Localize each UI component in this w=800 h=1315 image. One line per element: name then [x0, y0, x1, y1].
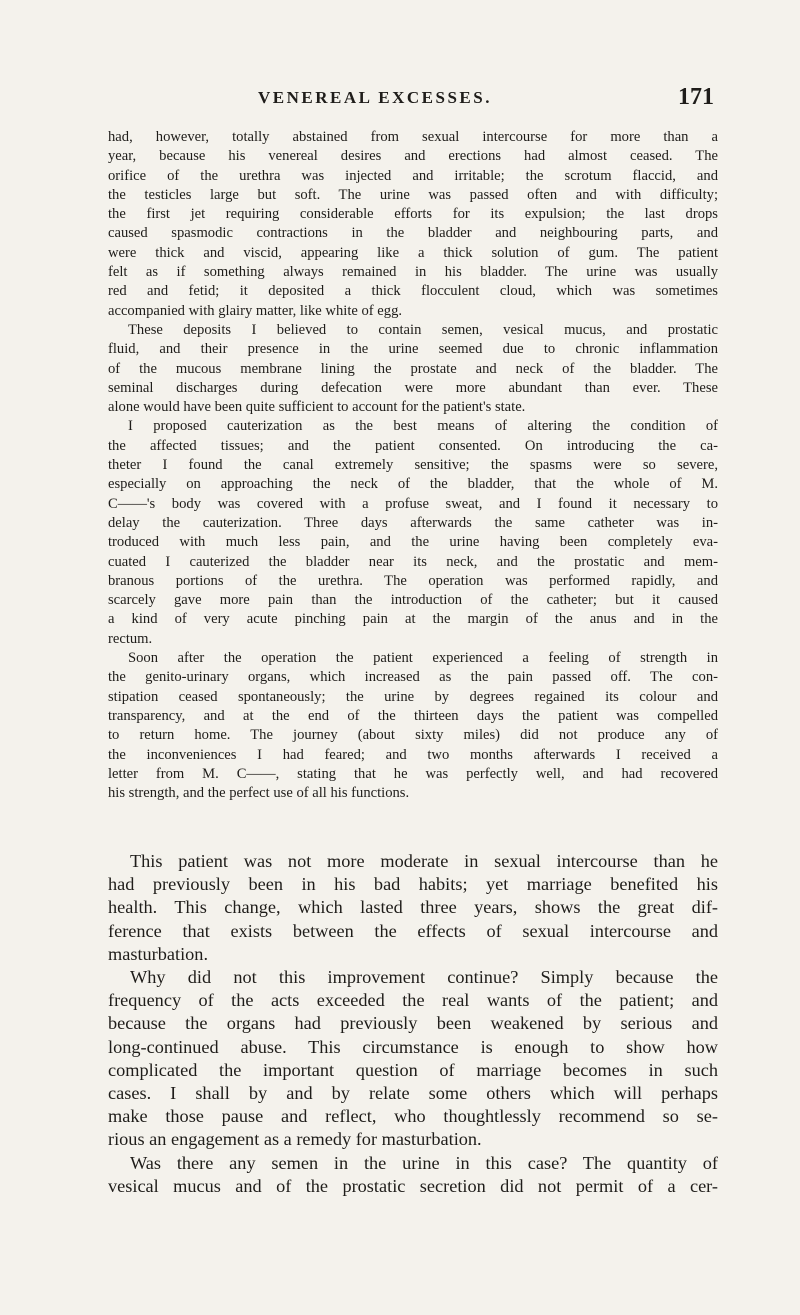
text-line: frequency of the acts exceeded the real wants of the patient; and [108, 990, 718, 1011]
text-line: I proposed cauterization as the best means of altering the condition of [128, 418, 718, 435]
text-line: This patient was not more moderate in sexual intercourse than he [130, 851, 718, 871]
text-line: stipation ceased spontaneously; the urine by degrees regained its colour and [108, 688, 718, 705]
text-line: especially on approaching the neck of the bladder, that the whole of M. [108, 476, 718, 493]
text-line: had previously been in his bad habits; yet marriage benefited his [108, 874, 718, 895]
text-line: of the mucous membrane lining the prostate and neck of the bladder. The [108, 360, 718, 377]
text-line: branous portions of the urethra. The operation was performed rapidly, and [108, 572, 718, 589]
text-line: complicated the important question of marriage becomes in such [108, 1059, 718, 1080]
text-line: a kind of very acute pinching pain at the margin of the anus and in the [108, 611, 718, 628]
text-line: delay the cauterization. Three days afterwards the same catheter was in- [108, 514, 718, 531]
text-line: transparency, and at the end of the thirteen days the patient was compelled [108, 707, 718, 724]
text-line: rious an engagement as a remedy for masturbation. [108, 1129, 482, 1150]
text-line: Soon after the operation the patient experienced a feeling of strength in [128, 650, 718, 667]
text-line: year, because his venereal desires and erections had almost ceased. The [108, 148, 718, 165]
text-line: masturbation. [108, 943, 209, 964]
text-line: These deposits I believed to contain semen, vesical mucus, and prostatic [128, 321, 718, 338]
text-line: had, however, totally abstained from sexual intercourse for more than a [108, 129, 718, 145]
text-line: caused spasmodic contractions in the bladder and neighbouring parts, and [108, 225, 718, 242]
text-line: C——'s body was covered with a profuse sweat, and I found it necessary to [108, 495, 718, 512]
text-line: to return home. The journey (about sixty miles) did not produce any of [108, 727, 718, 744]
text-line: seminal discharges during defecation were more abundant than ever. These [108, 379, 718, 396]
text-line: the inconveniences I had feared; and two months afterwards I received a [108, 746, 718, 763]
text-line: ference that exists between the effects of sexual intercourse and [108, 920, 718, 941]
commentary-text [108, 850, 718, 1198]
text-line: scarcely gave more pain than the introduction of the catheter; but it caused [108, 592, 718, 609]
text-line: cases. I shall by and by relate some others which will perhaps [108, 1083, 718, 1104]
text-line: Why did not this improvement continue? Simply because the [130, 967, 718, 988]
text-line: the affected tissues; and the patient consented. On introducing the ca- [108, 437, 718, 454]
page-number: 171 [678, 84, 714, 110]
text-line: letter from M. C——, stating that he was perfectly well, and had recovered [108, 765, 718, 782]
text-line: cuated I cauterized the bladder near its neck, and the prostatic and mem- [108, 553, 718, 570]
case-report-small-print [108, 128, 718, 803]
text-line: rectum. [108, 630, 153, 647]
text-line: health. This change, which lasted three years, shows the great dif- [108, 897, 718, 918]
text-line: the first jet requiring considerable efforts for its expulsion; the last drops [108, 206, 718, 223]
text-line: were thick and viscid, appearing like a thick solution of gum. The patient [108, 244, 718, 261]
running-title: VENEREAL EXCESSES. [258, 88, 492, 107]
text-line: red and fetid; it deposited a thick flocculent cloud, which was sometimes [108, 283, 718, 300]
text-line: his strength, and the perfect use of all his functions. [108, 785, 410, 802]
text-line: long-continued abuse. This circumstance is enough to show how [108, 1036, 718, 1057]
text-line: accompanied with glairy matter, like white of egg. [108, 302, 403, 319]
text-line: make those pause and reflect, who thoughtlessly recommend so se- [108, 1106, 718, 1127]
text-line: alone would have been quite sufficient to account for the patient's state. [108, 399, 526, 416]
text-line: felt as if something always remained in his bladder. The urine was usually [108, 264, 718, 281]
text-line: Was there any semen in the urine in this case? The quantity of [130, 1152, 718, 1173]
text-line: fluid, and their presence in the urine seemed due to chronic inflammation [108, 341, 718, 358]
text-line: troduced with much less pain, and the urine having been completely eva- [108, 534, 718, 551]
text-line: theter I found the canal extremely sensitive; the spasms were so severe, [108, 457, 718, 474]
running-head [108, 86, 714, 116]
text-line: the genito-urinary organs, which increased as the pain passed off. The con- [108, 669, 718, 686]
text-line: orifice of the urethra was injected and irritable; the scrotum flaccid, and [108, 167, 718, 184]
text-line: the testicles large but soft. The urine was passed often and with difficulty; [108, 186, 718, 203]
text-line: because the organs had previously been weakened by serious and [108, 1013, 718, 1034]
text-line: vesical mucus and of the prostatic secretion did not permit of a cer- [108, 1175, 718, 1196]
